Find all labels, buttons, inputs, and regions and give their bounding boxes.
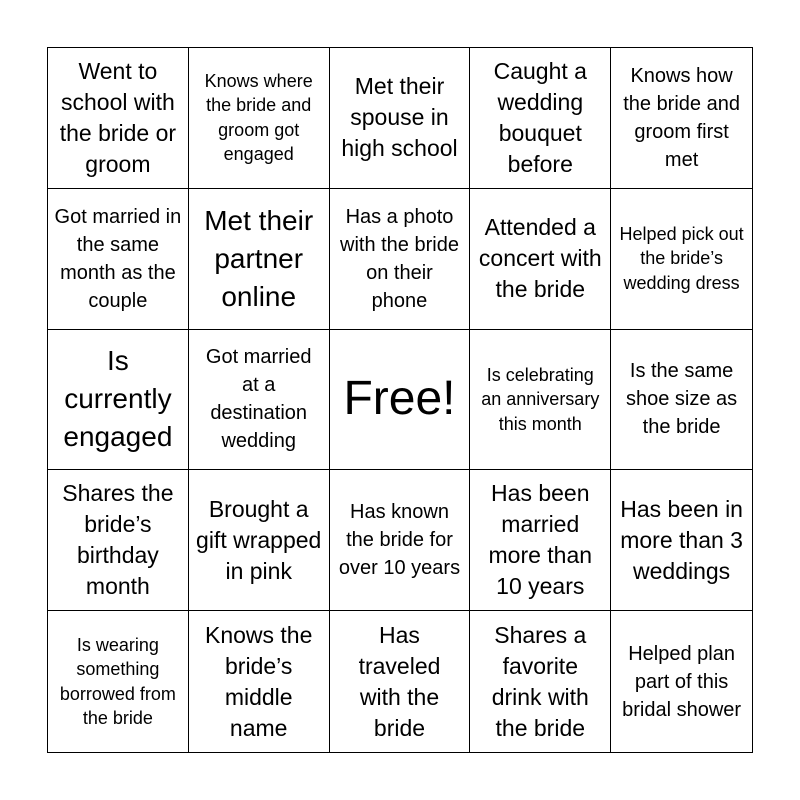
bingo-cell[interactable] bbox=[611, 470, 752, 611]
bingo-cell[interactable] bbox=[611, 330, 752, 471]
bingo-cell[interactable] bbox=[330, 189, 471, 330]
bingo-cell-text: Has traveled with the bride bbox=[358, 621, 441, 741]
bingo-cell-text: Helped plan part of this bridal shower bbox=[622, 642, 742, 721]
bingo-cell-text: Shares a favorite drink with the bride bbox=[491, 621, 589, 741]
bingo-cell-text: Got married in the same month as the couple bbox=[54, 205, 182, 312]
bingo-cell[interactable] bbox=[470, 189, 611, 330]
bingo-cell-text: Knows how the bride and groom first met bbox=[623, 64, 740, 171]
bingo-cell[interactable] bbox=[470, 330, 611, 471]
bingo-cell[interactable] bbox=[48, 470, 189, 611]
bingo-cell-text: Went to school with the bride or groom bbox=[59, 57, 177, 177]
bingo-cell[interactable] bbox=[611, 189, 752, 330]
bingo-cell-text: Is the same shoe size as the bride bbox=[626, 360, 738, 439]
bingo-cell[interactable] bbox=[48, 330, 189, 471]
bingo-cell[interactable] bbox=[189, 330, 330, 471]
bingo-cell-text: Met their partner online bbox=[204, 204, 314, 312]
bingo-cell[interactable] bbox=[189, 470, 330, 611]
bingo-cell[interactable] bbox=[189, 611, 330, 752]
bingo-cell[interactable] bbox=[189, 189, 330, 330]
bingo-cell[interactable] bbox=[330, 611, 471, 752]
bingo-cell-text: Is currently engaged bbox=[63, 345, 173, 453]
bingo-cell[interactable] bbox=[330, 48, 471, 189]
bingo-cell-text: Caught a wedding bouquet before bbox=[493, 57, 587, 177]
bingo-cell-text: Attended a concert with the bride bbox=[478, 214, 602, 303]
bingo-cell[interactable] bbox=[48, 611, 189, 752]
bingo-cell-text: Has been married more than 10 years bbox=[488, 480, 593, 600]
bingo-cell[interactable] bbox=[48, 189, 189, 330]
bingo-cell-text: Shares the bride’s birthday month bbox=[62, 480, 174, 600]
bingo-board bbox=[47, 47, 753, 753]
bingo-cell-text: Knows the bride’s middle name bbox=[204, 621, 313, 741]
bingo-cell-text: Free! bbox=[343, 372, 456, 426]
bingo-cell[interactable] bbox=[611, 611, 752, 752]
bingo-cell-text: Has been in more than 3 weddings bbox=[620, 495, 743, 584]
bingo-cell-text: Knows where the bride and groom got engaged bbox=[204, 70, 313, 165]
bingo-cell-text: Has a photo with the bride on their phone bbox=[340, 205, 459, 312]
bingo-cell[interactable] bbox=[470, 470, 611, 611]
bingo-cell-text: Got married at a destination wedding bbox=[205, 346, 312, 453]
bingo-cell-text: Helped pick out the bride’s wedding dress bbox=[619, 223, 744, 293]
bingo-cell-text: Has known the bride for over 10 years bbox=[338, 501, 461, 580]
bingo-cell[interactable] bbox=[330, 470, 471, 611]
bingo-cell-text: Is wearing something borrowed from the bride bbox=[59, 634, 176, 729]
bingo-cell[interactable] bbox=[470, 48, 611, 189]
bingo-cell[interactable] bbox=[48, 48, 189, 189]
bingo-cell-text: Met their spouse in high school bbox=[341, 73, 458, 162]
bingo-cell-text: Is celebrating an anniversary this month bbox=[481, 364, 600, 434]
bingo-free-cell[interactable] bbox=[330, 330, 471, 471]
bingo-cell[interactable] bbox=[611, 48, 752, 189]
bingo-cell[interactable] bbox=[470, 611, 611, 752]
bingo-cell[interactable] bbox=[189, 48, 330, 189]
bingo-cell-text: Brought a gift wrapped in pink bbox=[196, 495, 322, 584]
